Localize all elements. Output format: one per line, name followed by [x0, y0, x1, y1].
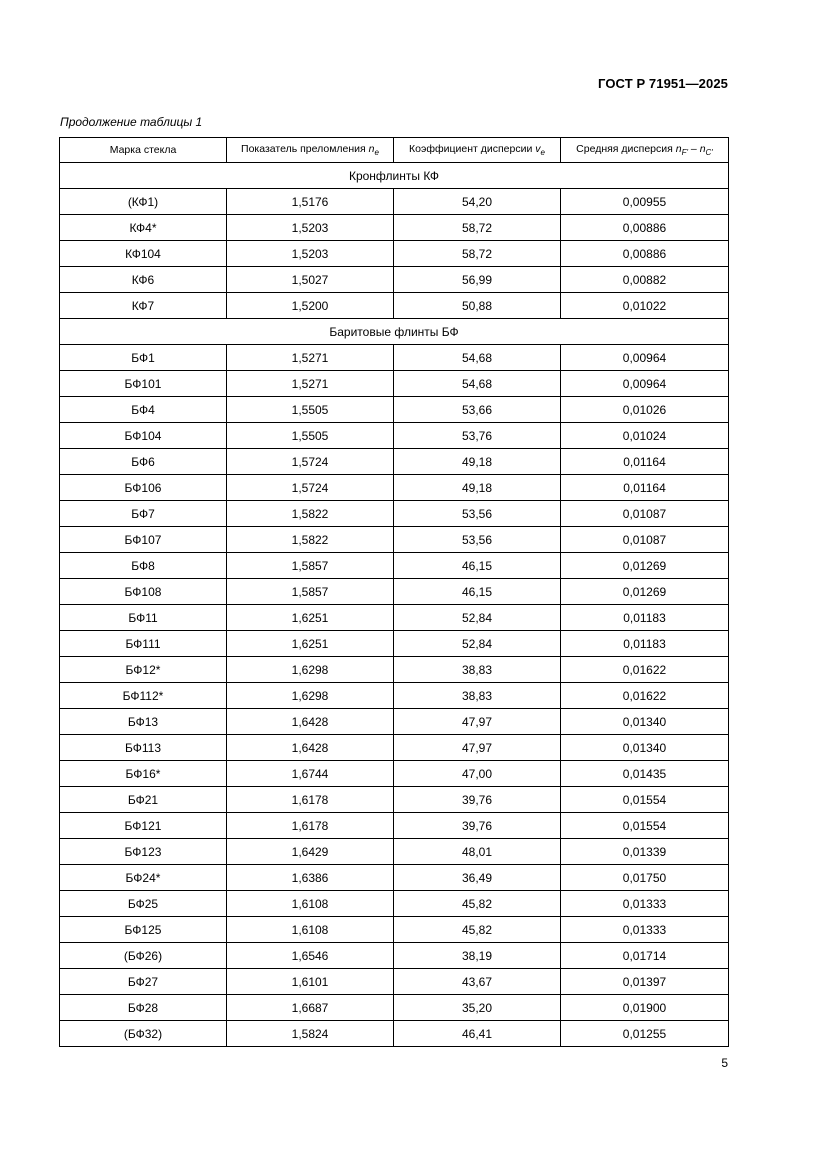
cell-refractive-index: 1,6178 [227, 787, 394, 813]
cell-refractive-index: 1,5203 [227, 215, 394, 241]
cell-refractive-index: 1,6429 [227, 839, 394, 865]
cell-glass-grade: БФ121 [60, 813, 227, 839]
table-header [60, 138, 729, 163]
column-header-dispersion-coefficient [394, 138, 561, 163]
cell-refractive-index: 1,6178 [227, 813, 394, 839]
cell-glass-grade: БФ101 [60, 371, 227, 397]
cell-mean-dispersion: 0,00882 [561, 267, 729, 293]
table-row [60, 345, 729, 371]
cell-glass-grade: КФ6 [60, 267, 227, 293]
cell-glass-grade: КФ4* [60, 215, 227, 241]
cell-dispersion-coefficient: 35,20 [394, 995, 561, 1021]
table-row [60, 943, 729, 969]
cell-dispersion-coefficient: 39,76 [394, 813, 561, 839]
column-header-refractive-index [227, 138, 394, 163]
cell-glass-grade: БФ108 [60, 579, 227, 605]
cell-glass-grade: КФ7 [60, 293, 227, 319]
cell-mean-dispersion: 0,01714 [561, 943, 729, 969]
section-header-row [60, 319, 729, 345]
cell-dispersion-coefficient: 58,72 [394, 241, 561, 267]
column-header-label: Марка стекла [109, 144, 177, 156]
cell-glass-grade: БФ107 [60, 527, 227, 553]
section-title: Баритовые флинты БФ [60, 319, 729, 345]
cell-mean-dispersion: 0,01333 [561, 917, 729, 943]
table-row [60, 215, 729, 241]
cell-mean-dispersion: 0,01269 [561, 579, 729, 605]
cell-dispersion-coefficient: 38,83 [394, 683, 561, 709]
cell-mean-dispersion: 0,01333 [561, 891, 729, 917]
cell-glass-grade: БФ113 [60, 735, 227, 761]
cell-dispersion-coefficient: 45,82 [394, 891, 561, 917]
cell-refractive-index: 1,6744 [227, 761, 394, 787]
cell-refractive-index: 1,5271 [227, 371, 394, 397]
cell-glass-grade: БФ112* [60, 683, 227, 709]
cell-refractive-index: 1,5824 [227, 1021, 394, 1047]
cell-refractive-index: 1,5857 [227, 553, 394, 579]
cell-glass-grade: БФ1 [60, 345, 227, 371]
cell-dispersion-coefficient: 58,72 [394, 215, 561, 241]
cell-mean-dispersion: 0,01255 [561, 1021, 729, 1047]
cell-glass-grade: БФ25 [60, 891, 227, 917]
cell-glass-grade: БФ106 [60, 475, 227, 501]
column-header-glass-grade [60, 138, 227, 163]
cell-glass-grade: БФ4 [60, 397, 227, 423]
cell-dispersion-coefficient: 49,18 [394, 475, 561, 501]
table-row [60, 293, 729, 319]
table-row [60, 683, 729, 709]
cell-mean-dispersion: 0,01183 [561, 605, 729, 631]
table-row [60, 1021, 729, 1047]
cell-glass-grade: КФ104 [60, 241, 227, 267]
cell-mean-dispersion: 0,00886 [561, 215, 729, 241]
table-row [60, 891, 729, 917]
cell-refractive-index: 1,6108 [227, 917, 394, 943]
cell-refractive-index: 1,5822 [227, 527, 394, 553]
cell-mean-dispersion: 0,00886 [561, 241, 729, 267]
cell-refractive-index: 1,6298 [227, 657, 394, 683]
cell-refractive-index: 1,5822 [227, 501, 394, 527]
cell-glass-grade: БФ11 [60, 605, 227, 631]
table-row [60, 657, 729, 683]
cell-dispersion-coefficient: 53,76 [394, 423, 561, 449]
cell-mean-dispersion: 0,01022 [561, 293, 729, 319]
cell-mean-dispersion: 0,01554 [561, 813, 729, 839]
cell-mean-dispersion: 0,01183 [561, 631, 729, 657]
cell-dispersion-coefficient: 47,97 [394, 735, 561, 761]
cell-dispersion-coefficient: 53,66 [394, 397, 561, 423]
cell-refractive-index: 1,5505 [227, 423, 394, 449]
cell-dispersion-coefficient: 56,99 [394, 267, 561, 293]
cell-mean-dispersion: 0,01622 [561, 657, 729, 683]
cell-glass-grade: БФ12* [60, 657, 227, 683]
cell-mean-dispersion: 0,01554 [561, 787, 729, 813]
cell-mean-dispersion: 0,00955 [561, 189, 729, 215]
cell-dispersion-coefficient: 52,84 [394, 631, 561, 657]
section-header-row [60, 163, 729, 189]
glass-properties-table [59, 137, 729, 1047]
cell-refractive-index: 1,6687 [227, 995, 394, 1021]
column-header-mean-dispersion [561, 138, 729, 163]
cell-dispersion-coefficient: 43,67 [394, 969, 561, 995]
table-row [60, 865, 729, 891]
table-row [60, 423, 729, 449]
cell-dispersion-coefficient: 50,88 [394, 293, 561, 319]
cell-dispersion-coefficient: 38,19 [394, 943, 561, 969]
table-caption: Продолжение таблицы 1 [60, 115, 203, 129]
cell-refractive-index: 1,5724 [227, 475, 394, 501]
cell-mean-dispersion: 0,01339 [561, 839, 729, 865]
column-header-label: Коэффициент дисперсии $v_e$ [409, 142, 545, 158]
table-row [60, 917, 729, 943]
table-row [60, 449, 729, 475]
cell-dispersion-coefficient: 52,84 [394, 605, 561, 631]
cell-dispersion-coefficient: 46,15 [394, 553, 561, 579]
header-row [60, 138, 729, 163]
cell-refractive-index: 1,5203 [227, 241, 394, 267]
cell-refractive-index: 1,6298 [227, 683, 394, 709]
cell-mean-dispersion: 0,01340 [561, 735, 729, 761]
table-row [60, 475, 729, 501]
cell-dispersion-coefficient: 47,00 [394, 761, 561, 787]
cell-refractive-index: 1,5271 [227, 345, 394, 371]
table-row [60, 189, 729, 215]
table-row [60, 735, 729, 761]
cell-refractive-index: 1,5200 [227, 293, 394, 319]
document-code: ГОСТ Р 71951—2025 [598, 76, 728, 91]
cell-refractive-index: 1,5724 [227, 449, 394, 475]
cell-glass-grade: БФ24* [60, 865, 227, 891]
cell-dispersion-coefficient: 48,01 [394, 839, 561, 865]
cell-mean-dispersion: 0,01087 [561, 501, 729, 527]
cell-refractive-index: 1,6546 [227, 943, 394, 969]
cell-mean-dispersion: 0,01269 [561, 553, 729, 579]
cell-dispersion-coefficient: 47,97 [394, 709, 561, 735]
table-row [60, 267, 729, 293]
cell-refractive-index: 1,5176 [227, 189, 394, 215]
cell-glass-grade: (БФ32) [60, 1021, 227, 1047]
cell-mean-dispersion: 0,01435 [561, 761, 729, 787]
cell-glass-grade: БФ28 [60, 995, 227, 1021]
cell-mean-dispersion: 0,01026 [561, 397, 729, 423]
cell-glass-grade: БФ123 [60, 839, 227, 865]
cell-dispersion-coefficient: 49,18 [394, 449, 561, 475]
cell-mean-dispersion: 0,01087 [561, 527, 729, 553]
cell-refractive-index: 1,6108 [227, 891, 394, 917]
cell-mean-dispersion: 0,01397 [561, 969, 729, 995]
cell-refractive-index: 1,6386 [227, 865, 394, 891]
cell-mean-dispersion: 0,01900 [561, 995, 729, 1021]
table-row [60, 631, 729, 657]
cell-dispersion-coefficient: 39,76 [394, 787, 561, 813]
cell-refractive-index: 1,5027 [227, 267, 394, 293]
cell-dispersion-coefficient: 38,83 [394, 657, 561, 683]
cell-mean-dispersion: 0,01164 [561, 475, 729, 501]
table-row [60, 605, 729, 631]
cell-glass-grade: БФ21 [60, 787, 227, 813]
cell-glass-grade: БФ13 [60, 709, 227, 735]
cell-mean-dispersion: 0,01622 [561, 683, 729, 709]
cell-refractive-index: 1,6428 [227, 709, 394, 735]
cell-glass-grade: БФ16* [60, 761, 227, 787]
table-body [60, 163, 729, 1047]
column-header-label: Средняя дисперсия $n_{F'} - n_{C'}$ [576, 142, 713, 158]
section-title: Кронфлинты КФ [60, 163, 729, 189]
cell-mean-dispersion: 0,01750 [561, 865, 729, 891]
cell-refractive-index: 1,6101 [227, 969, 394, 995]
cell-glass-grade: БФ111 [60, 631, 227, 657]
cell-refractive-index: 1,6428 [227, 735, 394, 761]
cell-dispersion-coefficient: 53,56 [394, 501, 561, 527]
table-row [60, 761, 729, 787]
cell-dispersion-coefficient: 46,41 [394, 1021, 561, 1047]
column-header-label: Показатель преломления $n_e$ [241, 142, 379, 158]
cell-dispersion-coefficient: 53,56 [394, 527, 561, 553]
cell-refractive-index: 1,5857 [227, 579, 394, 605]
table-row [60, 501, 729, 527]
cell-glass-grade: (КФ1) [60, 189, 227, 215]
table-row [60, 969, 729, 995]
table-row [60, 553, 729, 579]
table-row [60, 813, 729, 839]
cell-mean-dispersion: 0,01340 [561, 709, 729, 735]
cell-dispersion-coefficient: 36,49 [394, 865, 561, 891]
cell-glass-grade: БФ7 [60, 501, 227, 527]
page-number: 5 [721, 1056, 728, 1070]
cell-glass-grade: БФ27 [60, 969, 227, 995]
cell-mean-dispersion: 0,00964 [561, 371, 729, 397]
table-row [60, 709, 729, 735]
table-row [60, 579, 729, 605]
table-row [60, 839, 729, 865]
cell-mean-dispersion: 0,01024 [561, 423, 729, 449]
table-row [60, 241, 729, 267]
cell-glass-grade: БФ8 [60, 553, 227, 579]
cell-glass-grade: (БФ26) [60, 943, 227, 969]
cell-dispersion-coefficient: 45,82 [394, 917, 561, 943]
cell-mean-dispersion: 0,00964 [561, 345, 729, 371]
cell-refractive-index: 1,5505 [227, 397, 394, 423]
table-row [60, 397, 729, 423]
cell-dispersion-coefficient: 54,20 [394, 189, 561, 215]
table-row [60, 787, 729, 813]
cell-glass-grade: БФ104 [60, 423, 227, 449]
cell-dispersion-coefficient: 54,68 [394, 371, 561, 397]
cell-mean-dispersion: 0,01164 [561, 449, 729, 475]
cell-glass-grade: БФ6 [60, 449, 227, 475]
table-row [60, 995, 729, 1021]
table-row [60, 527, 729, 553]
cell-glass-grade: БФ125 [60, 917, 227, 943]
cell-refractive-index: 1,6251 [227, 605, 394, 631]
cell-dispersion-coefficient: 46,15 [394, 579, 561, 605]
cell-dispersion-coefficient: 54,68 [394, 345, 561, 371]
cell-refractive-index: 1,6251 [227, 631, 394, 657]
table-row [60, 371, 729, 397]
